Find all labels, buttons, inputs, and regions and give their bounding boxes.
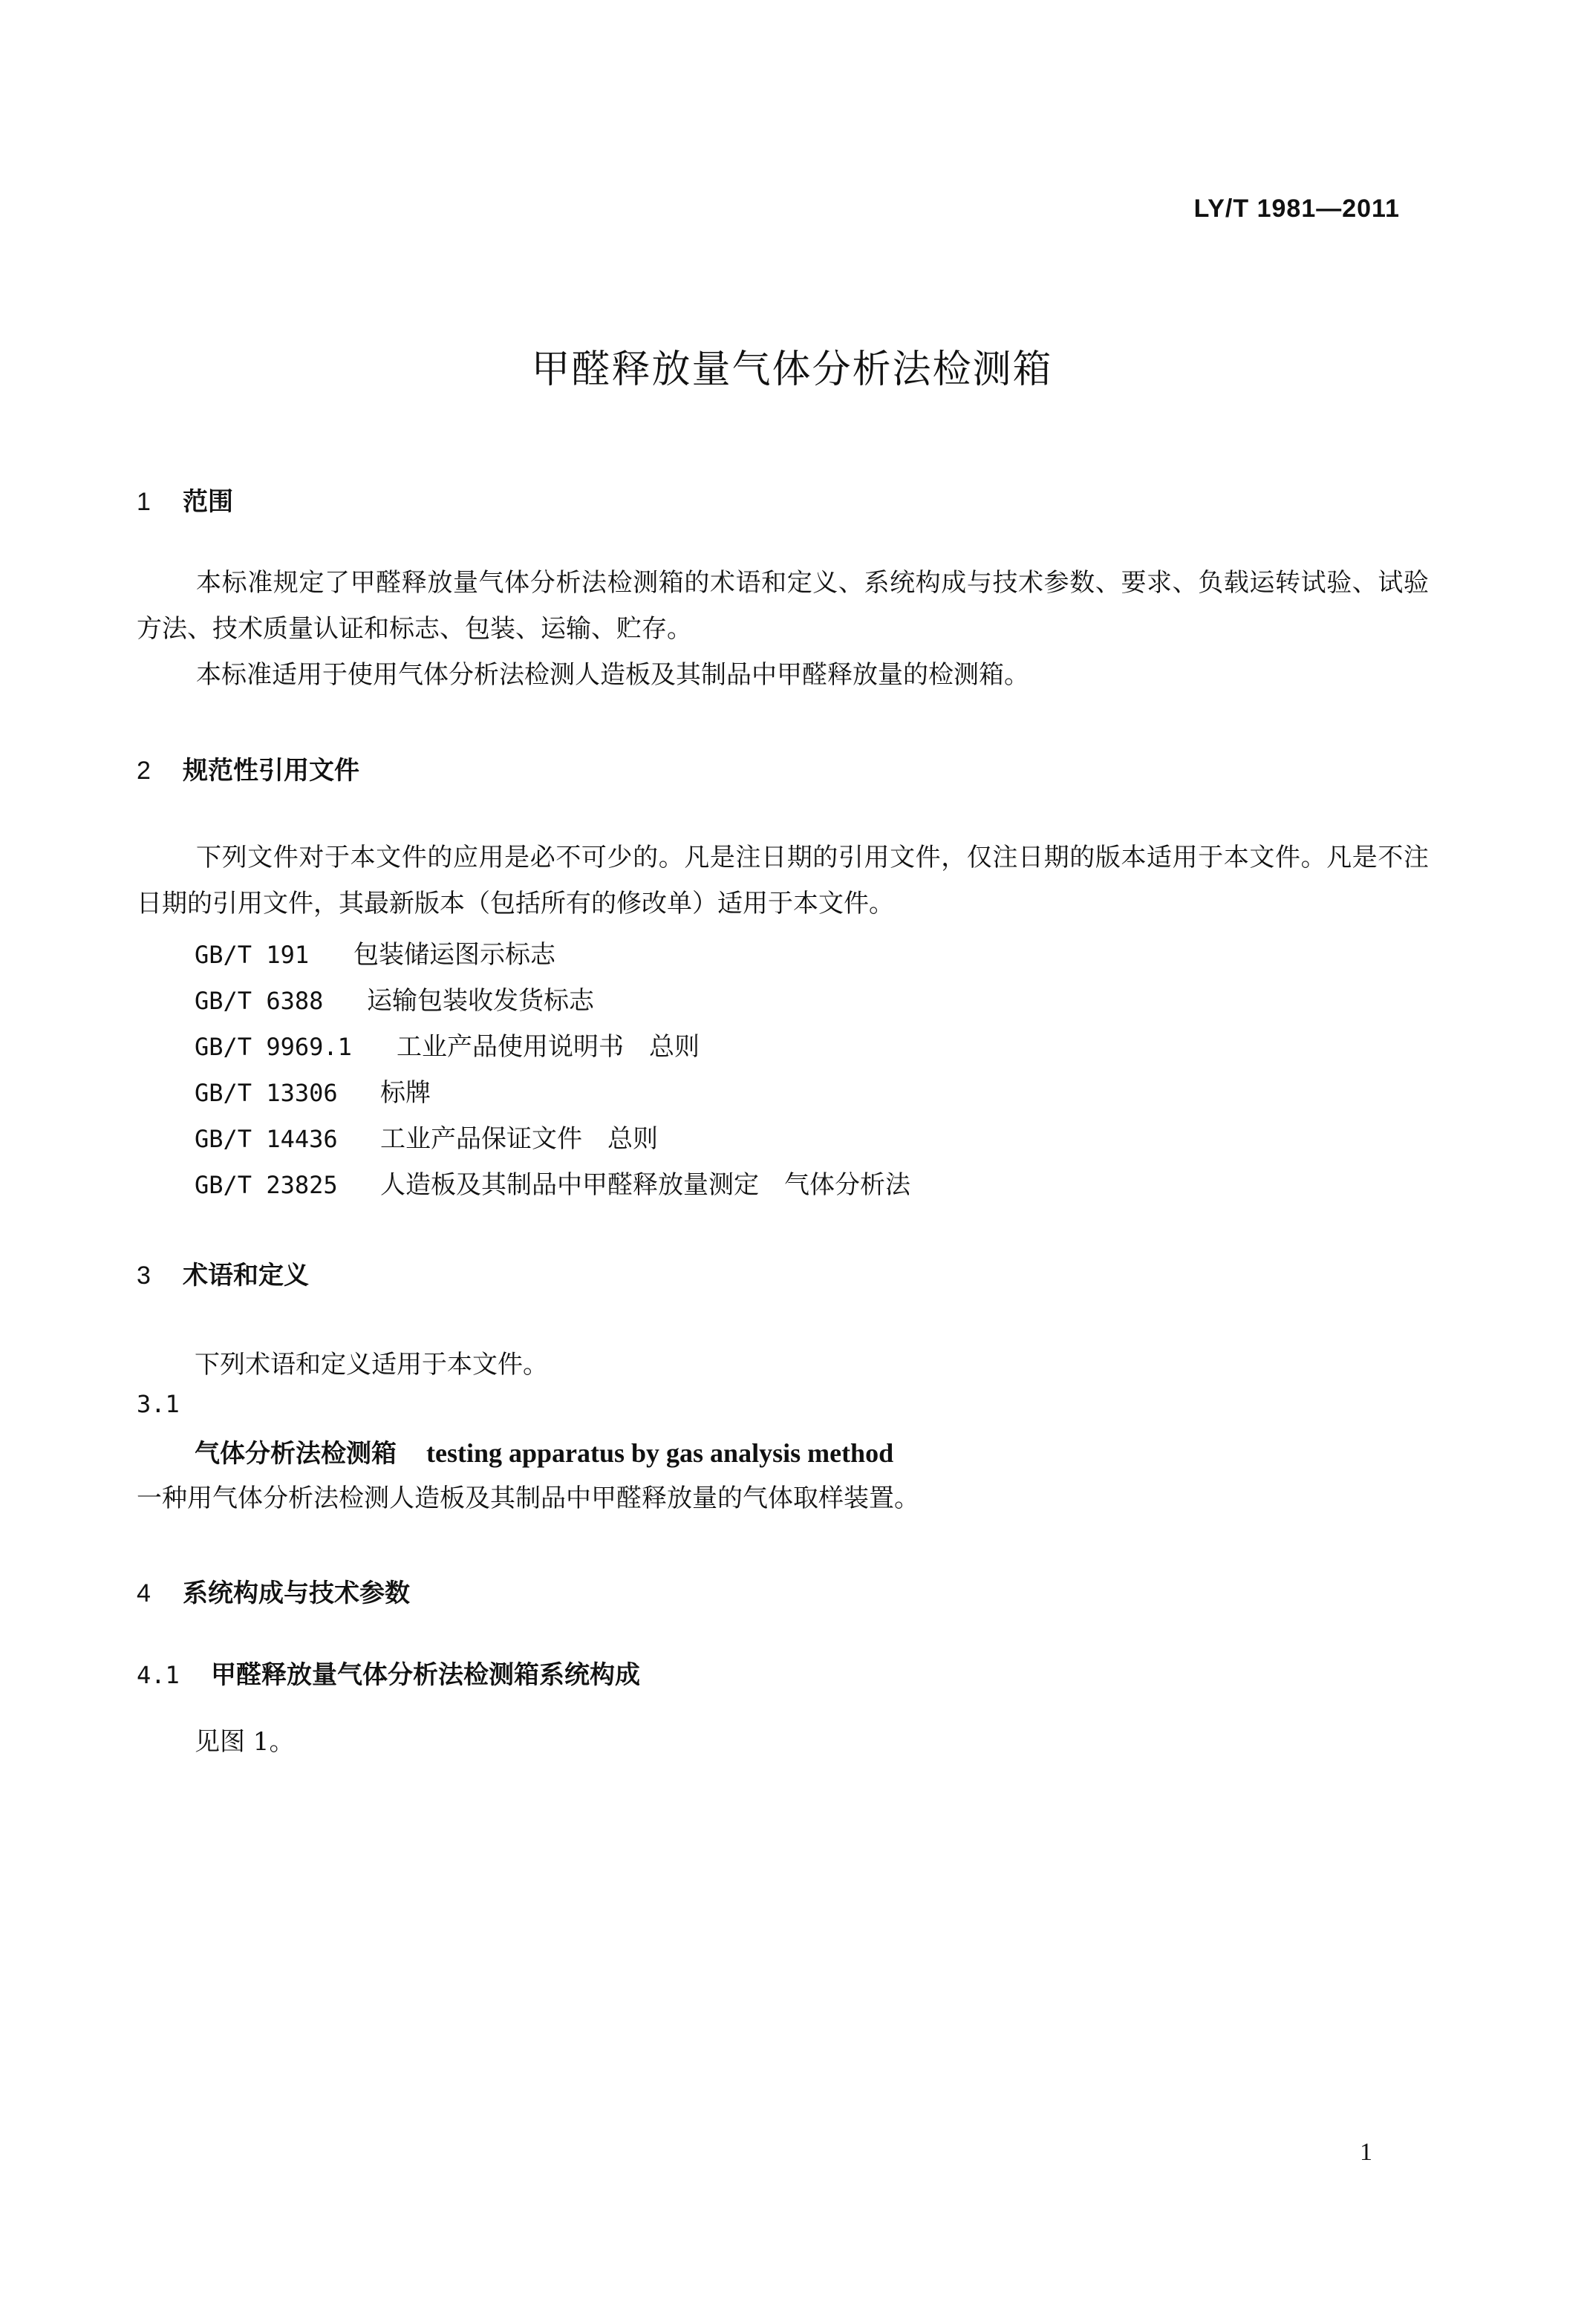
subsection-4-1-number: 4.1 [137, 1661, 180, 1689]
subsection-4-1-heading [137, 1654, 640, 1691]
reference-title: 工业产品使用说明书 总则 [397, 1032, 700, 1062]
reference-item [195, 1118, 658, 1155]
subsection-4-1-text: 见图 1。 [195, 1727, 295, 1757]
reference-item [195, 1164, 910, 1201]
term-definition: 一种用气体分析法检测人造板及其制品中甲醛释放量的气体取样装置。 [137, 1483, 919, 1513]
term-name-cn: 气体分析法检测箱 [195, 1439, 397, 1469]
reference-code: GB/T 9969.1 [195, 1033, 352, 1061]
section-4-number: 4 [137, 1579, 151, 1607]
reference-title: 人造板及其制品中甲醛释放量测定 气体分析法 [380, 1170, 910, 1200]
reference-item [195, 1072, 431, 1109]
section-3-heading [137, 1255, 309, 1291]
reference-item [195, 934, 555, 970]
term-number: 3.1 [137, 1390, 180, 1418]
reference-code: GB/T 14436 [195, 1125, 338, 1153]
section-1-heading [137, 481, 233, 518]
document-title: 甲醛释放量气体分析法检测箱 [531, 347, 1053, 392]
section-1-title: 范围 [183, 487, 233, 517]
page-number: 1 [1360, 2138, 1372, 2166]
reference-code: GB/T 23825 [195, 1171, 338, 1199]
standard-code: LY/T 1981—2011 [1193, 195, 1400, 223]
reference-code: GB/T 191 [195, 941, 310, 969]
reference-title: 工业产品保证文件 总则 [380, 1124, 658, 1154]
term-heading [195, 1433, 893, 1469]
reference-title: 运输包装收发货标志 [367, 986, 594, 1016]
reference-code: GB/T 6388 [195, 987, 324, 1015]
section-2-title: 规范性引用文件 [183, 756, 359, 786]
reference-item [195, 1026, 700, 1063]
section-2-number: 2 [137, 757, 151, 785]
section-3-intro: 下列术语和定义适用于本文件。 [195, 1350, 548, 1380]
section-1-number: 1 [137, 488, 151, 516]
section-2-heading [137, 750, 359, 786]
term-name-en: testing apparatus by gas analysis method [426, 1438, 894, 1468]
section-4-title: 系统构成与技术参数 [183, 1579, 410, 1608]
section-3-number: 3 [137, 1261, 151, 1290]
section-1-paragraph-2: 本标准适用于使用气体分析法检测人造板及其制品中甲醛释放量的检测箱。 [196, 660, 1029, 690]
reference-title: 包装储运图示标志 [353, 940, 555, 970]
reference-item [195, 980, 594, 1016]
section-4-heading [137, 1573, 410, 1609]
reference-code: GB/T 13306 [195, 1079, 338, 1107]
subsection-4-1-title: 甲醛释放量气体分析法检测箱系统构成 [211, 1660, 640, 1690]
section-3-title: 术语和定义 [183, 1261, 309, 1290]
section-1-paragraph-1: 本标准规定了甲醛释放量气体分析法检测箱的术语和定义、系统构成与技术参数、要求、负载运转试验、试验方法、技术质量认证和标志、包装、运输、贮存。 [137, 568, 1429, 644]
reference-title: 标牌 [380, 1078, 431, 1108]
section-2-intro: 下列文件对于本文件的应用是必不可少的。凡是注日期的引用文件，仅注日期的版本适用于本文件。凡是不注日期的引用文件，其最新版本（包括所有的修改单）适用于本文件。 [137, 843, 1429, 918]
